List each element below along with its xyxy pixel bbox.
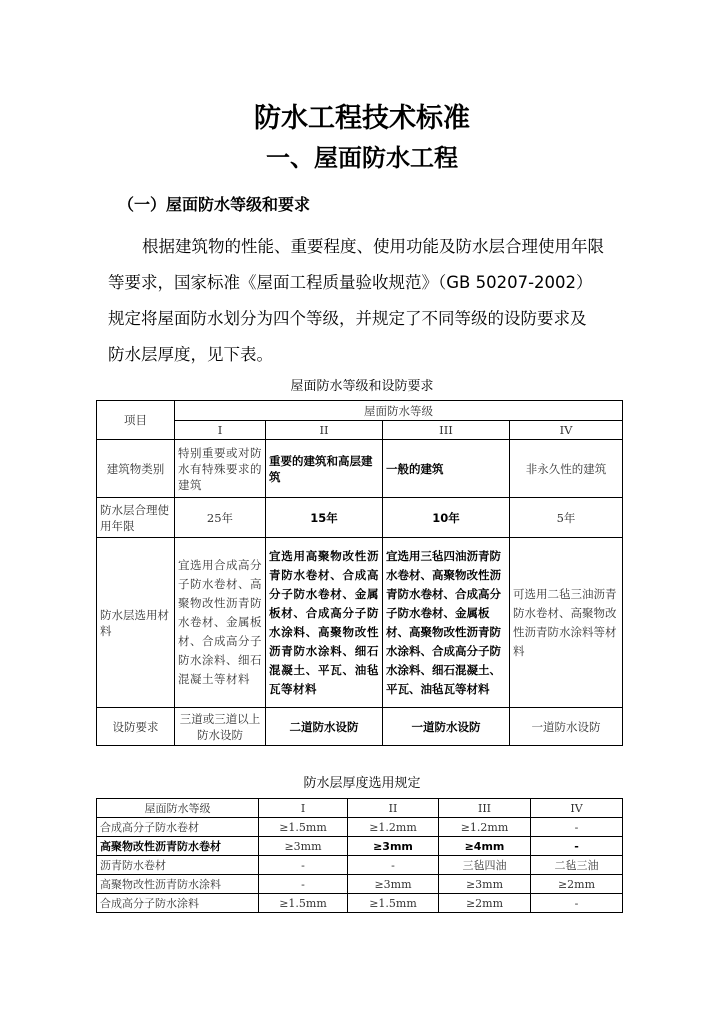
paragraph-line: 防水层厚度，见下表。: [108, 345, 273, 364]
table-cell: ≥3mm: [439, 875, 531, 894]
table-cell: 非永久性的建筑: [510, 440, 623, 498]
row-label: 合成高分子防水卷材: [97, 818, 259, 837]
table-cell: ≥2mm: [531, 875, 623, 894]
paragraph-line: 等要求，国家标准《屋面工程质量验收规范》（GB 50207-2002）: [108, 273, 593, 292]
table-cell: 可选用二毡三油沥青防水卷材、高聚物改性沥青防水涂料等材料: [510, 538, 623, 708]
header-cell: I: [259, 799, 348, 818]
table-cell: ≥3mm: [259, 837, 348, 856]
table-cell: ≥3mm: [348, 875, 439, 894]
table-cell: ≥4mm: [439, 837, 531, 856]
table-cell: -: [259, 875, 348, 894]
header-grade-group: 屋面防水等级: [175, 401, 623, 421]
table-cell: ≥1.5mm: [259, 818, 348, 837]
table-cell: 一般的建筑: [383, 440, 510, 498]
table-cell: 一道防水设防: [383, 708, 510, 746]
row-label: 防水层选用材料: [97, 538, 175, 708]
document-title: 防水工程技术标准: [254, 103, 470, 134]
table-cell: 三道或三道以上防水设防: [175, 708, 266, 746]
table-cell: 重要的建筑和高层建筑: [266, 440, 383, 498]
header-cell: 屋面防水等级: [97, 799, 259, 818]
header-cell: III: [439, 799, 531, 818]
document-subtitle: 一、屋面防水工程: [266, 144, 458, 172]
table-cell: 二毡三油: [531, 856, 623, 875]
table-cell: 25年: [175, 498, 266, 538]
table1-caption: 屋面防水等级和设防要求: [290, 379, 434, 394]
table-cell: 宜选用合成高分子防水卷材、高聚物改性沥青防水卷材、金属板材、合成高分子防水涂料、细石混凝土等材料: [175, 538, 266, 708]
table-cell: -: [531, 837, 623, 856]
row-label: 建筑物类别: [97, 440, 175, 498]
row-label: 合成高分子防水涂料: [97, 894, 259, 913]
row-label: 高聚物改性沥青防水卷材: [97, 837, 259, 856]
table-cell: 10年: [383, 498, 510, 538]
table-cell: 15年: [266, 498, 383, 538]
header-grade: IV: [510, 421, 623, 440]
intro-paragraph: [108, 229, 628, 373]
header-grade: II: [266, 421, 383, 440]
table-cell: ≥1.2mm: [439, 818, 531, 837]
table-cell: -: [348, 856, 439, 875]
paragraph-line: 根据建筑物的性能、重要程度、使用功能及防水层合理使用年限: [142, 237, 604, 256]
thickness-table: [96, 798, 623, 913]
table-cell: 二道防水设防: [266, 708, 383, 746]
section-heading: （一）屋面防水等级和要求: [118, 195, 311, 214]
table-cell: 5年: [510, 498, 623, 538]
header-cell: IV: [531, 799, 623, 818]
grade-requirements-table: [96, 400, 623, 746]
table-cell: ≥1.2mm: [348, 818, 439, 837]
row-label: 高聚物改性沥青防水涂料: [97, 875, 259, 894]
table-cell: -: [531, 818, 623, 837]
header-grade: I: [175, 421, 266, 440]
paragraph-line: 规定将屋面防水划分为四个等级，并规定了不同等级的设防要求及: [108, 309, 587, 328]
header-item: 项目: [97, 401, 175, 440]
table-cell: 宜选用三毡四油沥青防水卷材、高聚物改性沥青防水卷材、合成高分子防水卷材、金属板材、高聚物改性沥青防水涂料、合成高分子防水涂料、细石混凝土、平瓦、油毡瓦等材料: [383, 538, 510, 708]
row-label: 设防要求: [97, 708, 175, 746]
row-label: 防水层合理使用年限: [97, 498, 175, 538]
table-cell: ≥1.5mm: [348, 894, 439, 913]
table-cell: 特别重要或对防水有特殊要求的建筑: [175, 440, 266, 498]
row-label: 沥青防水卷材: [97, 856, 259, 875]
table2-caption: 防水层厚度选用规定: [303, 776, 421, 791]
table-cell: ≥1.5mm: [259, 894, 348, 913]
table-cell: ≥3mm: [348, 837, 439, 856]
table-cell: 宜选用高聚物改性沥青防水卷材、合成高分子防水卷材、金属板材、合成高分子防水涂料、高聚物改性沥青防水涂料、细石混凝土、平瓦、油毡瓦等材料: [266, 538, 383, 708]
table-cell: 三毡四油: [439, 856, 531, 875]
header-cell: II: [348, 799, 439, 818]
header-grade: III: [383, 421, 510, 440]
table-cell: -: [531, 894, 623, 913]
table-cell: 一道防水设防: [510, 708, 623, 746]
table-cell: ≥2mm: [439, 894, 531, 913]
table-cell: -: [259, 856, 348, 875]
